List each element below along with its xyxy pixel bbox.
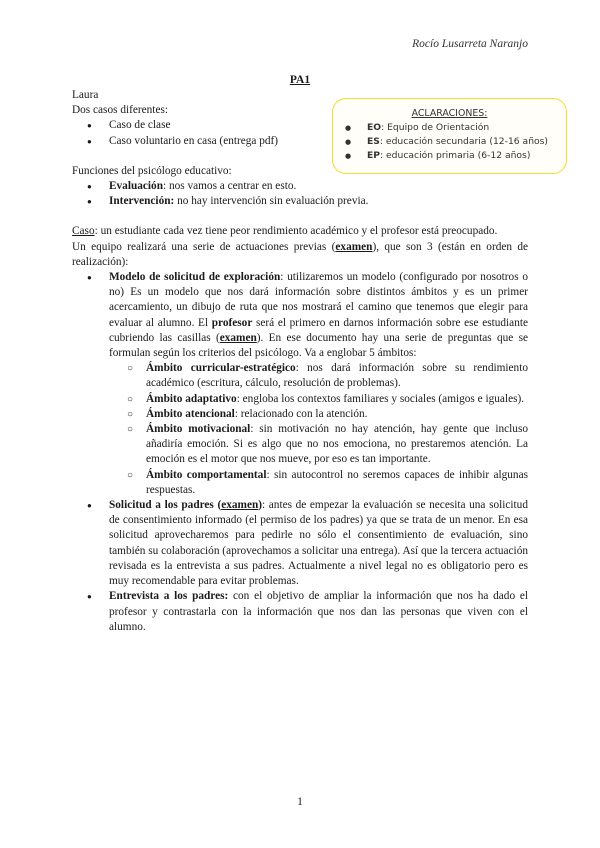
actuacion-solicitud: ● Solicitud a los padres (examen): antes de empezar la evaluación se necesita una solicitud de consentimiento informado (el permiso de los padres) ya que se trata de un menor. En esa solicitud aprovecharemos para pedirle no sólo el consentimiento de evaluación, sino también su colaboración (aprovechamos a solicitar una entrega). Así que la tercera actuación revisada es la entrevista a sus padres. Actualmente a nivel legal no es obligatorio pero es muy recomendable para evitar problemas. bbox=[72, 498, 528, 589]
term: Modelo de solicitud de exploración bbox=[109, 271, 281, 284]
cases-label: Dos casos diferentes: bbox=[72, 104, 168, 117]
abbreviation-meaning: : educación secundaria (12-16 años) bbox=[379, 136, 549, 147]
caso-label: Caso bbox=[72, 225, 95, 238]
list-item bbox=[72, 194, 528, 209]
description: : nos vamos a centrar en esto. bbox=[163, 180, 297, 193]
ambito-item bbox=[109, 407, 528, 422]
term: Ámbito comportamental bbox=[146, 468, 267, 481]
examen-marker: examen bbox=[219, 331, 257, 344]
term: Ámbito atencional bbox=[146, 407, 235, 420]
term: Evaluación bbox=[109, 180, 163, 193]
ambito-item bbox=[109, 361, 528, 391]
text-segment: ). En ese documento hay una serie de preguntas que se formulan según los criterios del psicólogo. Va a englobar 5 ámbitos: bbox=[109, 331, 528, 360]
page-number: 1 bbox=[297, 796, 303, 808]
abbreviation: EP bbox=[367, 150, 381, 161]
profesor-term: profesor bbox=[211, 316, 253, 329]
term: Solicitud a los padres bbox=[109, 499, 214, 512]
ambito-item bbox=[109, 392, 528, 407]
cases-list bbox=[72, 118, 528, 148]
abbreviation: ES bbox=[367, 136, 380, 147]
term: Intervención: bbox=[109, 195, 175, 208]
ambitos-list bbox=[109, 361, 528, 498]
clarifications-title: ACLARACIONES: bbox=[411, 108, 488, 119]
term: Ámbito adaptativo bbox=[146, 392, 237, 405]
ambito-item bbox=[109, 422, 528, 468]
abbreviation-meaning: : Equipo de Orientación bbox=[381, 122, 490, 133]
funciones-list bbox=[72, 179, 528, 209]
abbreviation-meaning: : educación primaria (6-12 años) bbox=[380, 150, 531, 161]
description: : sin autocontrol no seremos capaces de inhibir algunas respuestas. bbox=[146, 468, 528, 496]
caso-text: : un estudiante cada vez tiene peor rendimiento académico y el profesor está preocupado. bbox=[94, 225, 498, 238]
description: : engloba los contextos familiares y sociales (amigos e iguales). bbox=[236, 392, 525, 405]
text-segment: : utilizaremos un modelo (configurado por nosotros o no) Es un modelo que nos dará información sobre distintos ámbitos y es un primer acercamiento, un dibujo de ruta que nos mostrará el camino que tenemos que elegir para evaluar al alumno. El bbox=[109, 271, 528, 329]
term: Ámbito curricular-estratégico bbox=[146, 362, 296, 375]
list-item bbox=[72, 179, 528, 194]
funciones-label: Funciones del psicólogo educativo: bbox=[72, 164, 232, 177]
examen-marker: examen bbox=[221, 499, 259, 512]
actuaciones-list bbox=[72, 270, 528, 635]
description: : antes de empezar la evaluación se necesita una solicitud de consentimiento informado (el permiso de los padres) ya que se trata de un menor. En esa solicitud aprovecharemos para pedirle no sólo el consentimiento de evaluación, sino también su colaboración (aprovechamos a solicitar una entrega). Así que la tercera actuación revisada es la entrevista a sus padres. Actualmente a nivel legal no es obligatorio pero es muy recomendable para evitar problemas. bbox=[109, 499, 528, 588]
term: Entrevista a los padres: bbox=[109, 590, 229, 603]
description: : relacionado con la atención. bbox=[234, 407, 368, 420]
document-body bbox=[72, 88, 531, 635]
description: con el objetivo de ampliar la información que nos ha dado el profesor y contrastarla con la información que nos dan las personas que viven con el alumno. bbox=[109, 590, 529, 633]
ambito-item bbox=[109, 468, 528, 498]
page-title: PA1 bbox=[289, 74, 311, 86]
actuacion-modelo bbox=[72, 270, 528, 498]
abbreviation: EO bbox=[367, 122, 382, 133]
header-author: Rocío Lusarreta Naranjo bbox=[412, 38, 528, 50]
description: : nos dará información sobre su rendimiento académico (escritura, cálculo, resolución de problemas). bbox=[146, 362, 528, 390]
text-segment: Un equipo realizará una serie de actuaciones previas ( bbox=[72, 240, 336, 253]
list-item: ● Caso de clase bbox=[72, 118, 528, 133]
equipo-paragraph bbox=[72, 240, 528, 270]
description: : sin motivación no hay atención, hay gente que incluso añadiría emoción. Si es algo que no nos emociona, no prestaremos atención. La emoción es el motor que nos mueve, por eso es tan importante. bbox=[146, 423, 528, 466]
examen-marker: examen bbox=[335, 240, 373, 253]
text-segment: será el primero en darnos información sobre ese estudiante cubriendo las casillas ( bbox=[109, 316, 528, 344]
student-name: Laura bbox=[72, 89, 99, 101]
actuacion-entrevista bbox=[72, 589, 528, 635]
term: Ámbito motivacional bbox=[146, 423, 251, 436]
caso-paragraph bbox=[72, 224, 528, 239]
description: no hay intervención sin evaluación previa. bbox=[174, 195, 369, 208]
text-segment: ), que son 3 (están en orden de realización): bbox=[72, 240, 529, 268]
list-item: ● Caso voluntario en casa (entrega pdf) bbox=[72, 134, 528, 149]
